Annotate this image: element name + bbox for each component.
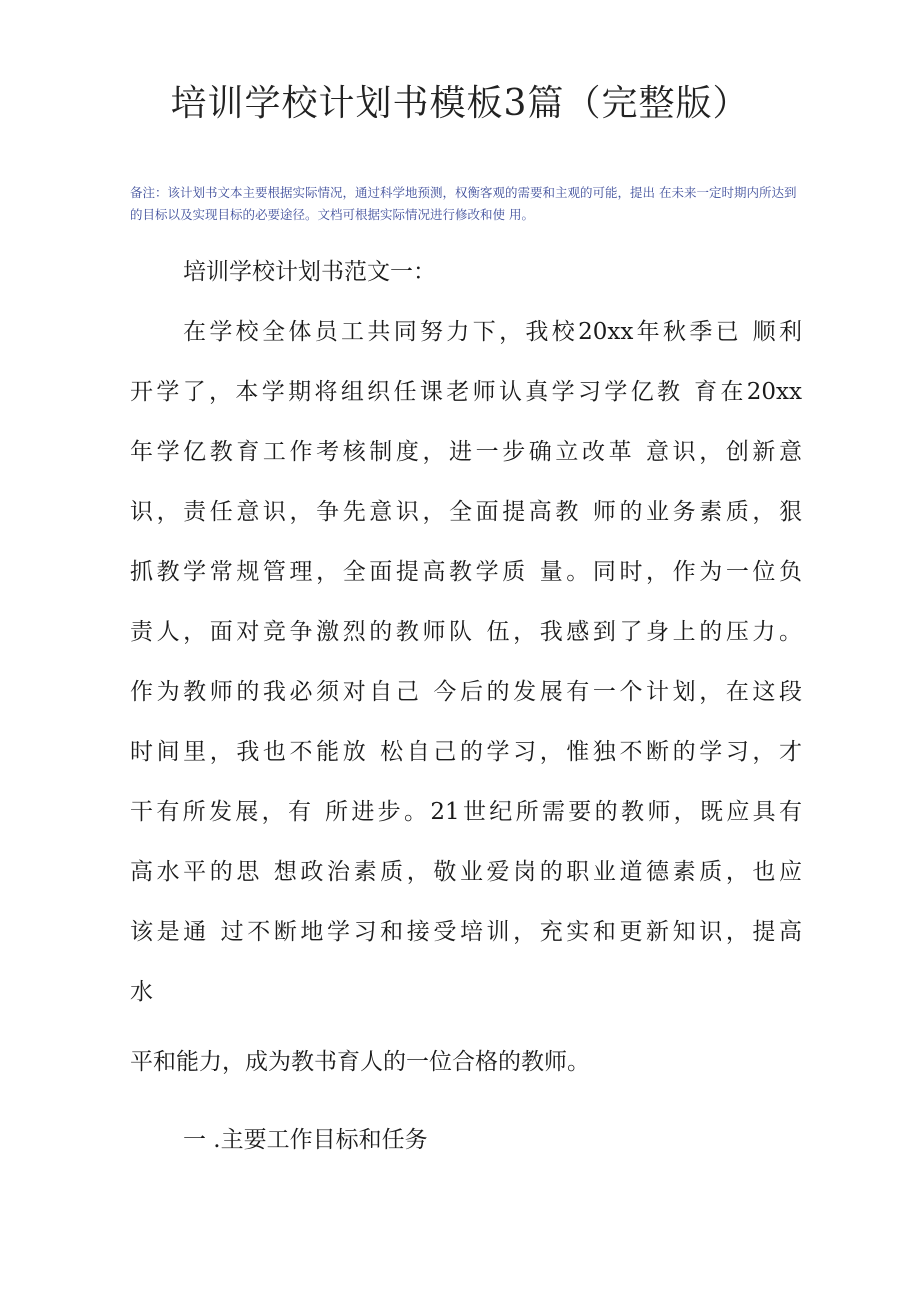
paragraph-line: 时间里，我也不能放 松自己的学习，惟独不断的学习，才 [130,739,802,765]
paragraph-line: 开学了，本学期将组织任课老师认真学习学亿教 育在20xx [130,379,802,405]
section-heading: 培训学校计划书范文一： [183,259,436,285]
paragraph-line: 干有所发展，有 所进步。21世纪所需要的教师，既应具有 [130,799,802,825]
paragraph-line: 水 [130,979,153,1005]
paragraph-line: 识，责任意识，争先意识，全面提高教 师的业务素质，狠 [130,499,802,525]
document-title: 培训学校计划书模板3篇（完整版） [170,83,750,124]
paragraph-line: 高水平的思 想政治素质，敬业爱岗的职业道德素质，也应 [130,859,802,885]
paragraph-line: 责人，面对竞争激烈的教师队 伍，我感到了身上的压力。 [130,619,802,645]
list-heading: 一 .主要工作目标和任务 [183,1127,428,1153]
document-note: 备注：该计划书文本主要根据实际情况，通过科学地预测，权衡客观的需要和主观的可能，提出 在未来一定时期内所达到的目标以及实现目标的必要途径。文档可根据实际情况进行修改和使 用。 [130,185,797,222]
paragraph-continuation: 平和能力，成为教书育人的一位合格的教师。 [130,1049,590,1075]
paragraph-line: 该是通 过不断地学习和接受培训，充实和更新知识，提高 [130,919,802,945]
paragraph-line: 年学亿教育工作考核制度，进一步确立改革 意识，创新意 [130,439,802,465]
paragraph-line: 抓教学常规管理，全面提高教学质 量。同时，作为一位负 [130,559,802,585]
paragraph-line: 在学校全体员工共同努力下，我校20xx年秋季已 顺利 [183,319,802,345]
paragraph-line: 作为教师的我必须对自己 今后的发展有一个计划，在这段 [130,679,802,705]
